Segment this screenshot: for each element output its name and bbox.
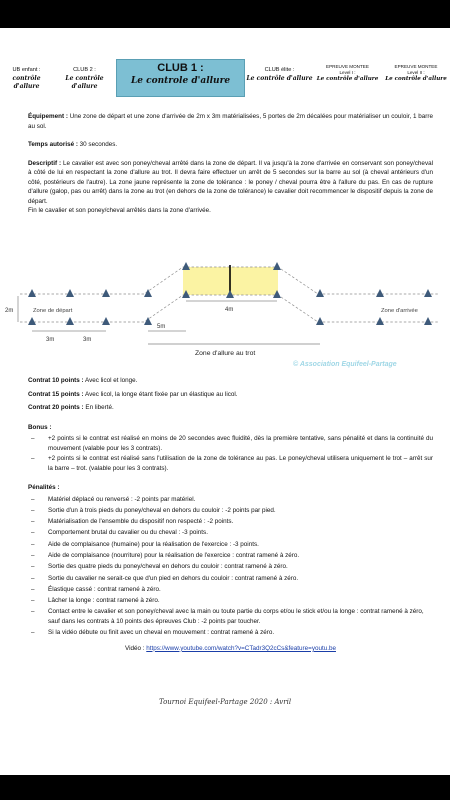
- cone: [424, 317, 432, 325]
- list-item: – Lâcher la longe : contrat ramené à zéro.: [28, 596, 433, 606]
- header-title: CLUB 2 :: [73, 67, 96, 73]
- header-title: EPREUVE MONTEE: [326, 64, 369, 69]
- header-cell-level-1: [314, 59, 382, 97]
- header-subtitle: Le contrôle d'allure: [65, 74, 104, 90]
- bonus-heading: [28, 423, 433, 433]
- cone: [376, 289, 384, 297]
- header-cell-level-2: [382, 59, 450, 97]
- cone: [273, 262, 281, 270]
- list-item: – Matérialisation de l'ensemble du dispositif non respecté : -2 points.: [28, 517, 433, 527]
- list-item: – Aide de complaisance (humaine) pour la réalisation de l'exercice : -3 points.: [28, 540, 433, 550]
- header-subtitle: Le controle d'allure: [130, 76, 231, 87]
- penalites-label: Pénalités :: [28, 484, 60, 491]
- header-title-2: Level II :: [407, 70, 425, 76]
- equipement-paragraph: [28, 112, 433, 131]
- header-title: CLUB 1 :: [157, 62, 204, 74]
- descriptif-text: Le cavalier est avec son poney/cheval arrêté dans la zone de départ. Il va jusqu'à la zone d'arrivée en conservant son poney/cheval à côté de lui en respectant la zone d'allure au trot. Il devra faire effectuer un arrêt de 5 secondes sur la barre au sol (à cheval antérieurs d'un côté, postérieurs de l'autre). La zone jaune représente la zone de tolérance : le poney / cheval pourra être à l'allure du pas. En cas de rupture d'allure (galop, pas ou arrêt) dans la zone au trot (en dehors de la zone de tolérance) le cavalier doit recommencer le dispositif depuis la zone de départ.: [28, 159, 433, 205]
- contrat-15-text: Avec licol, la longe étant fixée par un élastique au licol.: [83, 390, 238, 398]
- intro-text: [28, 112, 433, 222]
- dim-2m-label: 2m: [5, 308, 14, 314]
- list-item: – Contact entre le cavalier et son poney/cheval avec la main ou toute partie du corps et/ou le stick et/ou la longe : contrat ramené à zéro, sauf dans les contrats à 10 points des épreuves Club : -2 points par toucher.: [28, 607, 433, 626]
- list-item: – Matériel déplacé ou renversé : -2 points par matériel.: [28, 495, 433, 505]
- cone: [28, 317, 36, 325]
- video-label: Vidéo :: [125, 644, 147, 652]
- header-subtitle: Le contrôle d'allure: [385, 76, 447, 83]
- cone: [316, 289, 324, 297]
- header-subtitle: contrôle d'allure: [12, 74, 41, 90]
- temps-label: Temps autorisé :: [28, 141, 78, 148]
- header-title: CLUB élite :: [264, 67, 295, 73]
- contrat-15: [28, 390, 433, 400]
- zone-arrivee-label: Zone d'arrivée: [381, 308, 418, 314]
- list-item: – Si la vidéo débute ou finit avec un cheval en mouvement : contrat ramené à zéro.: [28, 628, 433, 638]
- dim-5m-label: 5m: [157, 324, 166, 330]
- contrat-20-text: En liberté.: [83, 404, 114, 411]
- bonus-label: Bonus :: [28, 423, 52, 431]
- course-diagram-svg: [0, 256, 450, 376]
- penalites-heading: [28, 483, 433, 493]
- contrat-15-label: Contrat 15 points :: [28, 390, 84, 398]
- list-item: – +2 points si le contrat est réalisé sans l'utilisation de la zone de tolérance au pas. Le poney/cheval utilisera uniquement le trot – arrêt sur la barre – trot. (valable pour les 3 contrats).: [28, 454, 433, 473]
- document-page: [0, 28, 450, 775]
- descriptif-end: Fin le cavalier et son poney/cheval arrêtés dans la zone d'arrivée.: [28, 207, 211, 214]
- cone: [28, 289, 36, 297]
- header-title: UB enfant :: [12, 67, 41, 73]
- list-item: – Sortie d'un à trois pieds du poney/cheval en dehors du couloir : -2 points par pied.: [28, 506, 433, 516]
- list-item: – Sortie des quatre pieds du poney/cheval en dehors du couloir : contrat ramené à zéro.: [28, 562, 433, 572]
- zone-depart-label: Zone de départ: [33, 308, 73, 314]
- cone: [102, 289, 110, 297]
- cone: [102, 317, 110, 325]
- list-item: – Sortie du cavalier ne serait-ce que d'un pied en dehors du couloir : contrat ramené à zéro.: [28, 574, 433, 584]
- cone: [182, 262, 190, 270]
- dim-4m-label: 4m: [225, 307, 234, 313]
- cone: [424, 289, 432, 297]
- temps-text: 30 secondes.: [77, 141, 118, 148]
- rules-text: [28, 376, 433, 660]
- zone-allure-label: Zone d'allure au trot: [195, 350, 256, 357]
- contrat-10: [28, 376, 433, 386]
- cone: [376, 317, 384, 325]
- cone: [144, 317, 152, 325]
- descriptif-label: Descriptif :: [28, 159, 62, 167]
- dim-3m-b-label: 3m: [83, 337, 92, 343]
- list-item: – Aide de complaisance (nourriture) pour la réalisation de l'exercice : contrat ramené à zéro.: [28, 551, 433, 561]
- descriptif-paragraph: [28, 159, 433, 207]
- equipement-text: Une zone de départ et une zone d'arrivée de 2m x 3m matérialisées, 5 portes de 2m décalées pour matérialiser un couloir, 1 barre au sol.: [28, 113, 433, 130]
- header-title-2: Level I :: [339, 70, 356, 76]
- video-line: [28, 644, 433, 654]
- video-link[interactable]: https://www.youtube.com/watch?v=CTadr3Q2cCs&feature=youtu.be: [146, 644, 336, 652]
- list-item: – Comportement brutal du cavalier ou du cheval : -3 points.: [28, 528, 433, 538]
- list-item: – Élastique cassé : contrat ramené à zéro.: [28, 585, 433, 595]
- header-band: [0, 59, 450, 97]
- contrat-10-label: Contrat 10 points :: [28, 377, 84, 384]
- header-cell-club-enfant: [0, 59, 54, 97]
- header-subtitle: Le contrôle d'allure: [246, 74, 313, 82]
- header-title: EPREUVE MONTEE: [394, 64, 438, 69]
- list-item: – +2 points si le contrat est réalisé en moins de 20 secondes avec fluidité, dès la première tentative, sans pénalité et dans la continuité du mouvement (valable pour les 3 contrats).: [28, 434, 433, 453]
- contrat-20: [28, 403, 433, 413]
- header-cell-club-elite: [246, 59, 314, 97]
- contrat-20-label: Contrat 20 points :: [28, 404, 84, 411]
- header-subtitle: Le contrôle d'allure: [316, 76, 379, 83]
- contrat-10-text: Avec licol et longe.: [83, 377, 138, 384]
- penalites-list: [28, 495, 433, 638]
- bonus-list: [28, 434, 433, 473]
- course-diagram: [0, 256, 450, 376]
- cone: [316, 317, 324, 325]
- header-cell-club-1: [116, 59, 246, 97]
- watermark: © Association Equifeel-Partage: [293, 361, 397, 368]
- header-cell-club-2: [54, 59, 116, 97]
- cone: [66, 317, 74, 325]
- footer: Tournoi Equifeel-Partage 2020 : Avril: [158, 698, 292, 706]
- temps-paragraph: [28, 140, 433, 150]
- cone: [144, 289, 152, 297]
- dim-3m-a-label: 3m: [46, 337, 55, 343]
- equipement-label: Équipement :: [28, 113, 68, 120]
- cone: [66, 289, 74, 297]
